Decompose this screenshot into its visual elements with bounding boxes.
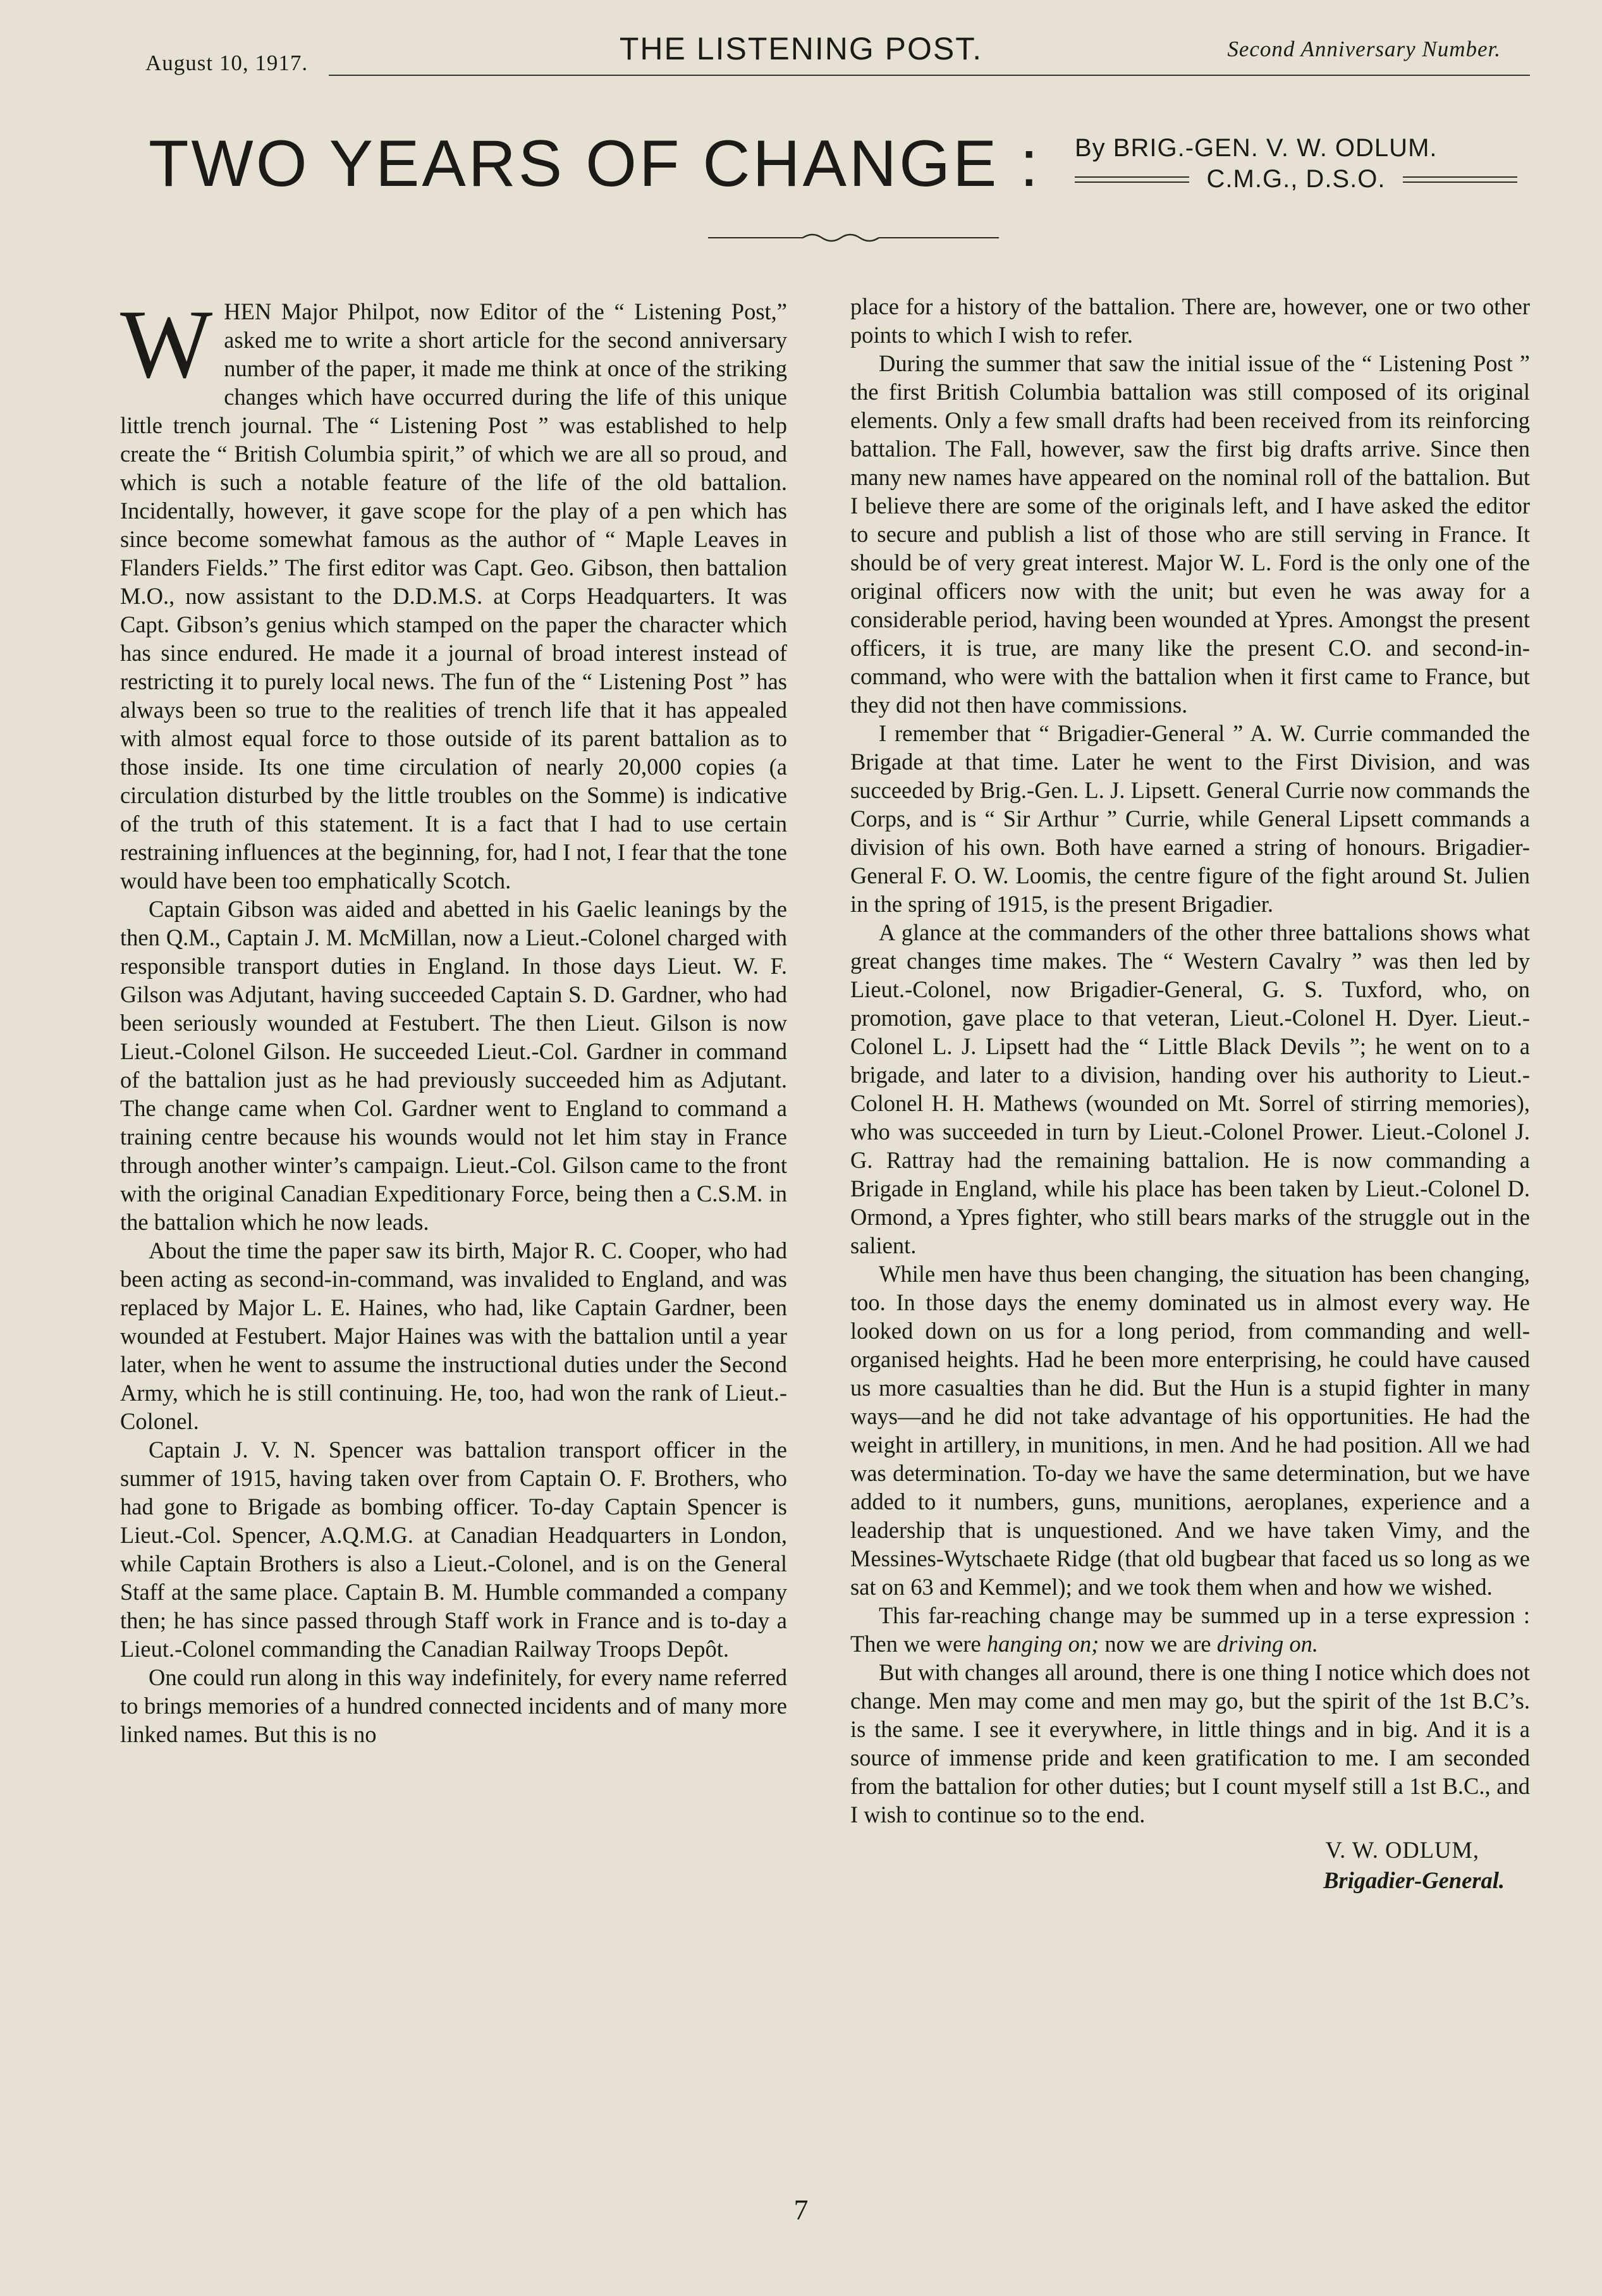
header-rule [329,75,1530,76]
byline-honours: C.M.G., D.S.O. [1206,165,1386,193]
byline-honours-row [1075,165,1517,193]
ornament-divider-icon [708,228,999,247]
byline-author: By BRIG.-GEN. V. W. ODLUM. [1075,134,1438,162]
signature-block [850,1835,1530,1896]
emphasis-text: hanging on; [986,1631,1099,1657]
article-column-left [120,290,787,1748]
paragraph-text: HEN Major Philpot, now Editor of the “ Listening Post,” asked me to write a short article for the second anniversary number of the paper, it made me think at once of the striking changes which have occurred during the life of this unique little trench journal. The “ Listening Post ” was established to help create the “ British Columbia spirit,” of which we are all so proud, and which is such a notable feature of the life of the old battalion. Incidentally, however, it gave scope for the play of a pen which has since become somewhat famous as the author of “ Maple Leaves in Flanders Fields.” The first editor was Capt. Geo. Gibson, then battalion M.O., now assistant to the D.D.M.S. at Corps Headquarters. It was Capt. Gibson’s genius which stamped on the paper the character which has since endured. He made it a journal of broad interest instead of restricting it to purely local news. The fun of the “ Listening Post ” has always been so true to the realities of trench life that it has appealed with almost equal force to those outside of its parent battalion as to those inside. Its one time circulation of nearly 20,000 copies (a circulation disturbed by the little troubles on the Somme) is indicative of the truth of this statement. It is a fact that I had to use certain restraining influences at the beginning, for, had I not, I fear that the tone would have been too emphatically Scotch. [120,298,787,893]
drop-cap: W [120,290,213,398]
paragraph-text: This far-reaching change may be summed up in a terse expression : Then we were [850,1602,1530,1657]
paragraph-text: now we are [1099,1631,1217,1657]
byline [1075,134,1517,193]
paragraph: During the summer that saw the initial issue of the “ Listening Post ” the first British Columbia battalion was still composed of its original elements. Only a few small drafts had been received from its reinforcing battalion. The Fall, however, saw the first big drafts arrive. Since then many new names have appeared on the nominal roll of the battalion. But I believe there are some of the originals left, and I have asked the editor to secure and publish a list of those who are still serving in France. It should be of very great interest. Major W. L. Ford is the only one of the original officers now with the unit; but even he was away for a considerable period, having been wounded at Ypres. Amongst the present officers, it is true, are many like the present C.O. and second-in-command, who were with the battalion when it first came to France, but they did not then have commissions. [850,350,1530,718]
issue-date: August 10, 1917. [145,51,309,75]
paragraph: Captain Gibson was aided and abetted in his Gaelic leanings by the then Q.M., Captain J. M. McMillan, now a Lieut.-Colonel charged with responsible transport duties in England. In those days Lieut. W. F. Gilson was Adjutant, having succeeded Captain S. D. Gardner, who had been seriously wounded at Festubert. The then Lieut. Gilson is now Lieut.-Colonel Gilson. He succeeded Lieut.-Col. Gardner in command of the battalion just as he had previously succeeded him as Adjutant. The change came when Col. Gardner went to England to command a training centre because his wounds would not let him stay in France through another winter’s campaign. Lieut.-Col. Gilson came to the front with the original Canadian Expeditionary Force, being then a C.S.M. in the battalion which he now leads. [120,896,787,1235]
signature-name: V. W. ODLUM, [1325,1837,1479,1863]
paragraph: Captain J. V. N. Spencer was battalion transport officer in the summer of 1915, having taken over from Captain O. F. Brothers, who had gone to Brigade as bombing officer. To-day Captain Spencer is Lieut.-Col. Spencer, A.Q.M.G. at Canadian Headquarters in London, while Captain Brothers is also a Lieut.-Colonel, and is on the General Staff at the same place. Captain B. M. Humble commanded a company then; he has since passed through Staff work in France and is to-day a Lieut.-Colonel commanding the Canadian Railway Troops Depôt. [120,1437,787,1662]
double-rule-right [1403,176,1517,183]
running-header [0,0,1602,82]
double-rule-left [1075,176,1189,183]
article-title: TWO YEARS OF CHANGE : [149,127,1041,200]
paragraph: But with changes all around, there is one thing I notice which does not change. Men may come and men may go, but the spirit of the 1st B.C’s. is the same. I see it everywhere, in little things and in big. And it is a source of immense pride and keen gratification to me. I am seconded from the battalion for other duties; but I count myself still a 1st B.C., and I wish to continue so to the end. [850,1659,1530,1827]
paragraph [120,290,787,895]
publication-title: THE LISTENING POST. [619,31,983,66]
paragraph: About the time the paper saw its birth, Major R. C. Cooper, who had been acting as second-in-command, was invalided to England, and was replaced by Major L. E. Haines, who had, like Captain Gardner, been wounded at Festubert. Major Haines was with the battalion until a year later, when he went to assume the instructional duties under the Second Army, which he is still continuing. He, too, had won the rank of Lieut.-Colonel. [120,1237,787,1434]
emphasis-text: driving on. [1216,1631,1318,1657]
signature-rank: Brigadier-General. [1323,1867,1505,1893]
article-column-right [850,292,1530,1896]
paragraph: While men have thus been changing, the situation has been changing, too. In those days the enemy dominated us in almost every way. He looked down on us for a long period, from commanding and well-organised heights. Had he been more enterprising, he could have caused us more casualties than he did. But the Hun is a stupid fighter in many ways—and he did not take advantage of his opportunities. He had the weight in artillery, in munitions, in men. And he had position. All we had was determination. To-day we have the same determination, but we have added to it numbers, guns, munitions, aeroplanes, experience and a leadership that is unquestioned. And we have taken Vimy, and the Messines-Wytschaete Ridge (that old bugbear that faced us so long as we sat on 63 and Kemmel); and we took them when and how we wished. [850,1261,1530,1600]
paragraph [850,1601,1530,1658]
paragraph: place for a history of the battalion. There are, however, one or two other points to which I wish to refer. [850,293,1530,348]
paragraph: One could run along in this way indefinitely, for every name referred to brings memories of a hundred connected incidents and of many more linked names. But this is no [120,1664,787,1747]
edition-label: Second Anniversary Number. [1227,37,1501,61]
paragraph: I remember that “ Brigadier-General ” A. W. Currie commanded the Brigade at that time. Later he went to the First Division, and was succeeded by Brig.-Gen. L. J. Lipsett. General Currie now commands the Corps, and is “ Sir Arthur ” Currie, while General Lipsett commands a division of his own. Both have earned a string of honours. Brigadier-General F. O. W. Loomis, the centre figure of the fight around St. Julien in the spring of 1915, is the present Brigadier. [850,720,1530,917]
paragraph: A glance at the commanders of the other three battalions shows what great changes time makes. The “ Western Cavalry ” was then led by Lieut.-Colonel, now Brigadier-General, G. S. Tuxford, who, on promotion, gave place to that veteran, Lieut.-Colonel H. Dyer. Lieut.-Colonel L. J. Lipsett had the “ Little Black Devils ”; he went on to a brigade, and later to a division, handing over his authority to Lieut.-Colonel H. H. Mathews (wounded on Mt. Sorrel of stirring memories), who was succeeded in turn by Lieut.-Colonel Prower. Lieut.-Colonel J. G. Rattray had the remaining battalion. He is now commanding a Brigade in England, while his place has been taken by Lieut.-Colonel D. Ormond, a Ypres fighter, who still bears marks of the struggle out in the salient. [850,919,1530,1258]
page-number: 7 [793,2194,809,2226]
